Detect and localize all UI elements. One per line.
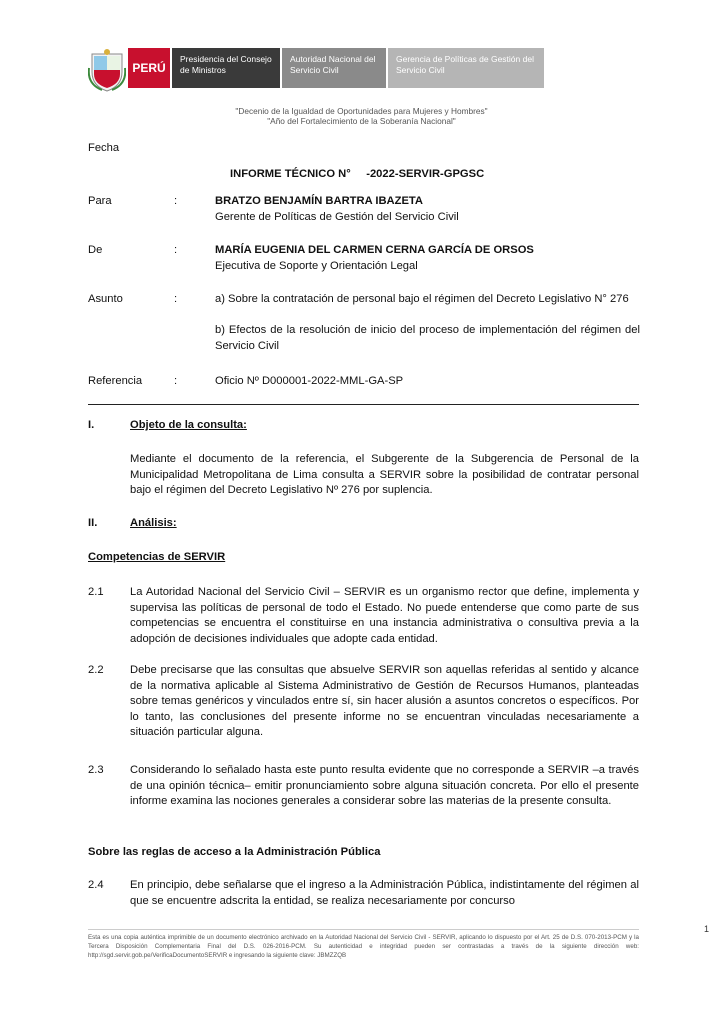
para-label: Para bbox=[88, 195, 112, 207]
paragraph-2-3-number: 2.3 bbox=[88, 764, 104, 776]
asunto-colon: : bbox=[174, 293, 178, 305]
header-servir-label: Autoridad Nacional del Servicio Civil bbox=[282, 48, 386, 88]
page-number: 1 bbox=[704, 924, 710, 934]
paragraph-2-3: Considerando lo señalado hasta este punto resulta evidente que no corresponde a SERVIR –a través de una opinión técnica– emitir pronunciamiento sobre alguna situación concreta. Por ello el presente informe examina las nociones generales a considerar sobre las materias de la presente consulta. bbox=[130, 764, 639, 807]
para-colon: : bbox=[174, 195, 178, 207]
paragraph-2-4: En principio, debe señalarse que el ingreso a la Administración Pública, indistintamente del régimen al que se encuentre adscrita la entidad, se realiza necesariamente por concurso bbox=[130, 879, 639, 907]
paragraph-2-2: Debe precisarse que las consultas que absuelve SERVIR son aquellas referidas al sentido y alcance de la normativa aplicable al Sistema Administrativo de Gestión de Recursos Humanos, planteadas sobre temas genéricos y vinculados entre sí, sin hacer alusión a asuntos concretos o específicos. Por lo tanto, las conclusiones del presente informe no se encuentran vinculadas necesariamente a situación particular alguna. bbox=[130, 664, 639, 738]
header-gpgsc-label: Gerencia de Políticas de Gestión del Servicio Civil bbox=[388, 48, 544, 88]
section-2-title: Análisis: bbox=[130, 517, 177, 529]
para-name: BRATZO BENJAMÍN BARTRA IBAZETA bbox=[215, 195, 423, 207]
paragraph-2-1-number: 2.1 bbox=[88, 586, 104, 598]
section-1-number: I. bbox=[88, 419, 95, 431]
paragraph-2-2-number: 2.2 bbox=[88, 664, 104, 676]
asunto-a: a) Sobre la contratación de personal bajo el régimen del Decreto Legislativo N° 276 bbox=[215, 293, 629, 305]
de-role: Ejecutiva de Soporte y Orientación Legal bbox=[215, 260, 418, 272]
paragraph-2-1: La Autoridad Nacional del Servicio Civil – SERVIR es un organismo rector que define, implementa y supervisa las políticas de personal de todo el Estado. No puede entenderse que como parte de sus competencias se encuentra el constituirse en una instancia administrativa o consultiva previa a la adopción de decisiones individuales que adopte cada entidad. bbox=[130, 586, 639, 645]
subheading-competencias: Competencias de SERVIR bbox=[88, 551, 226, 563]
divider bbox=[88, 404, 639, 405]
subheading-reglas-acceso: Sobre las reglas de acceso a la Administración Pública bbox=[88, 846, 381, 858]
section-2-number: II. bbox=[88, 517, 98, 529]
section-1-text: Mediante el documento de la referencia, el Subgerente de la Subgerencia de Personal de la Municipalidad Metropolitana de Lima consulta a SERVIR sobre la posibilidad de contratar personal bajo el régimen del Decreto Legislativo Nº 276 por suplencia. bbox=[130, 453, 639, 496]
fecha-label: Fecha bbox=[88, 142, 120, 154]
slogan-line-2: "Año del Fortalecimiento de la Soberanía Nacional" bbox=[267, 116, 456, 126]
para-role: Gerente de Políticas de Gestión del Servicio Civil bbox=[215, 211, 459, 223]
asunto-b: b) Efectos de la resolución de inicio del proceso de implementación del régimen del Servicio Civil bbox=[215, 324, 640, 352]
slogan-line-1: "Decenio de la Igualdad de Oportunidades para Mujeres y Hombres" bbox=[235, 106, 488, 116]
de-name: MARÍA EUGENIA DEL CARMEN CERNA GARCÍA DE ORSOS bbox=[215, 244, 534, 256]
section-1-title: Objeto de la consulta: bbox=[130, 419, 247, 431]
referencia-label: Referencia bbox=[88, 375, 143, 387]
paragraph-2-4-number: 2.4 bbox=[88, 879, 104, 891]
header-pcm-label: Presidencia del Consejo de Ministros bbox=[172, 48, 280, 88]
de-colon: : bbox=[174, 244, 178, 256]
de-label: De bbox=[88, 244, 103, 256]
asunto-label: Asunto bbox=[88, 293, 123, 305]
authenticity-footer: Esta es una copia auténtica imprimible de un documento electrónico archivado en la Autoridad Nacional del Servicio Civil - SERVIR, aplicando lo dispuesto por el Art. 25 de D.S. 070-2013-PCM y la Tercera Disposición Complementaria Final del D.S. 026-2016-PCM. Su autenticidad e integridad pueden ser contrastadas a través de la siguiente dirección web: http://sgd.servir.gob.pe/VerificaDocumentoSERVIR e ingresando la siguiente clave: JBMZZQB bbox=[88, 929, 639, 960]
referencia-value: Oficio Nº D000001-2022-MML-GA-SP bbox=[215, 375, 404, 387]
coat-of-arms-icon bbox=[88, 48, 126, 92]
peru-logo: PERÚ bbox=[128, 48, 170, 88]
referencia-colon: : bbox=[174, 375, 178, 387]
report-title: INFORME TÉCNICO N° -2022-SERVIR-GPGSC bbox=[230, 168, 485, 180]
